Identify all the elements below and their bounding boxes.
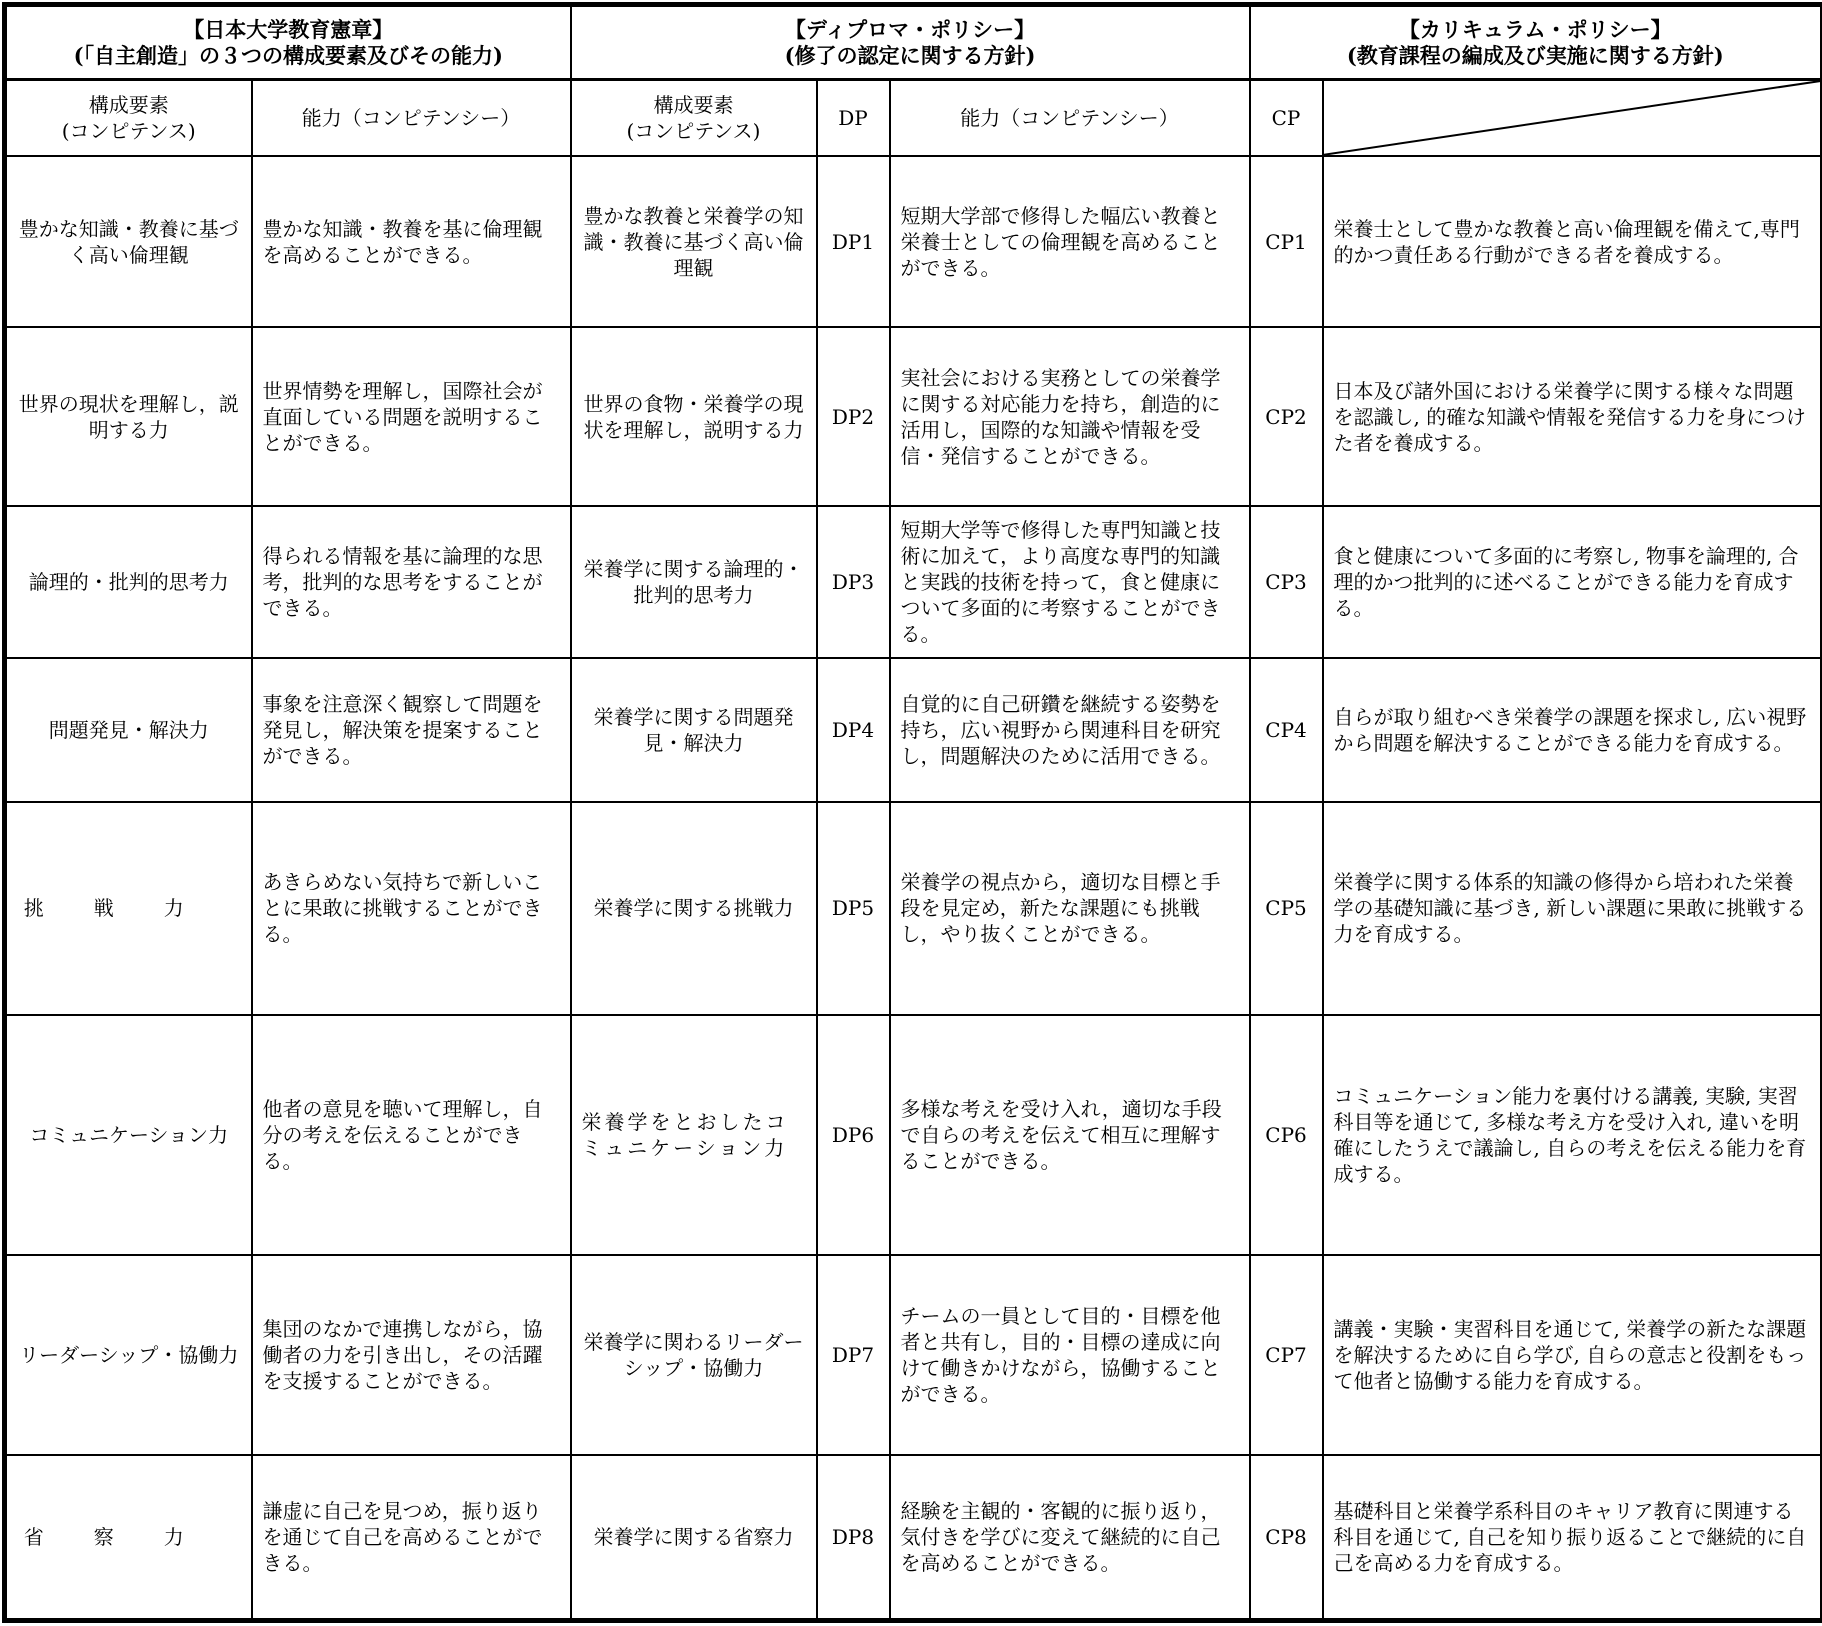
subheader-diagonal-cell	[1323, 80, 1822, 156]
charter-component: 論理的・批判的思考力	[5, 506, 252, 658]
policy-table	[2, 2, 1822, 1623]
dp-code: DP7	[817, 1255, 890, 1455]
cp-code: CP2	[1250, 327, 1323, 506]
charter-ability: 豊かな知識・教養を基に倫理観を高めることができる。	[252, 156, 571, 328]
charter-ability: 事象を注意深く観察して問題を発見し，解決策を提案することができる。	[252, 658, 571, 801]
charter-header-title: 【日本大学教育憲章】	[183, 16, 394, 42]
charter-component: 省察力	[5, 1455, 252, 1621]
subheader-dp-component-line2: (コンピテンス)	[626, 119, 761, 144]
dp-component: 栄養学をとおしたコミュニケーション力	[571, 1015, 817, 1256]
subheader-charter-component	[5, 80, 252, 156]
dp-code: DP5	[817, 802, 890, 1015]
charter-ability: 集団のなかで連携しながら，協働者の力を引き出し，その活躍を支援することができる。	[252, 1255, 571, 1455]
cp-text: 食と健康について多面的に考察し, 物事を論理的, 合理的かつ批判的に述べることができる能力を育成する。	[1323, 506, 1822, 658]
charter-component: 世界の現状を理解し，説明する力	[5, 327, 252, 506]
charter-header	[5, 5, 571, 80]
charter-ability: 他者の意見を聴いて理解し，自分の考えを伝えることができる。	[252, 1015, 571, 1256]
cp-code: CP3	[1250, 506, 1323, 658]
charter-component: 問題発見・解決力	[5, 658, 252, 801]
dp-code: DP2	[817, 327, 890, 506]
subheader-charter-component-line2: (コンピテンス)	[61, 119, 196, 144]
cp-text: 栄養士として豊かな教養と高い倫理観を備えて,専門的かつ責任ある行動ができる者を養成する。	[1323, 156, 1822, 328]
dp-ability: 栄養学の視点から，適切な目標と手段を見定め，新たな課題にも挑戦し，やり抜くことができる。	[890, 802, 1250, 1015]
cp-code: CP1	[1250, 156, 1323, 328]
table-row	[5, 802, 1822, 1015]
dp-ability: 多様な考えを受け入れ，適切な手段で自らの考えを伝えて相互に理解することができる。	[890, 1015, 1250, 1256]
cp-code: CP5	[1250, 802, 1323, 1015]
charter-component: リーダーシップ・協働力	[5, 1255, 252, 1455]
diploma-policy-header	[571, 5, 1250, 80]
table-row	[5, 1255, 1822, 1455]
dp-component: 栄養学に関する問題発見・解決力	[571, 658, 817, 801]
cp-text: 基礎科目と栄養学系科目のキャリア教育に関連する科目を通じて, 自己を知り振り返ることで継続的に自己を高める力を育成する。	[1323, 1455, 1822, 1621]
charter-ability: 得られる情報を基に論理的な思考，批判的な思考をすることができる。	[252, 506, 571, 658]
dp-component: 世界の食物・栄養学の現状を理解し，説明する力	[571, 327, 817, 506]
dp-component: 栄養学に関わるリーダーシップ・協働力	[571, 1255, 817, 1455]
charter-component: 挑戦力	[5, 802, 252, 1015]
header-row	[5, 5, 1822, 80]
subheader-dp-ability: 能力（コンピテンシー）	[890, 80, 1250, 156]
dp-ability: 短期大学部で修得した幅広い教養と栄養士としての倫理観を高めることができる。	[890, 156, 1250, 328]
cp-code: CP7	[1250, 1255, 1323, 1455]
dp-ability: 自覚的に自己研鑽を継続する姿勢を持ち，広い視野から関連科目を研究し，問題解決のために活用できる。	[890, 658, 1250, 801]
dp-code: DP8	[817, 1455, 890, 1621]
subheader-row	[5, 80, 1822, 156]
dp-component: 豊かな教養と栄養学の知識・教養に基づく高い倫理観	[571, 156, 817, 328]
dp-ability: 短期大学等で修得した専門知識と技術に加えて，より高度な専門的知識と実践的技術を持って，食と健康について多面的に考察することができる。	[890, 506, 1250, 658]
charter-ability: あきらめない気持ちで新しいことに果敢に挑戦することができる。	[252, 802, 571, 1015]
charter-component: コミュニケーション力	[5, 1015, 252, 1256]
table-row	[5, 506, 1822, 658]
cp-text: 日本及び諸外国における栄養学に関する様々な問題を認識し, 的確な知識や情報を発信する力を身につけた者を養成する。	[1323, 327, 1822, 506]
subheader-dp: DP	[817, 80, 890, 156]
dp-ability: 実社会における実務としての栄養学に関する対応能力を持ち，創造的に活用し，国際的な知識や情報を受信・発信することができる。	[890, 327, 1250, 506]
curriculum-policy-header-subtitle: (教育課程の編成及び実施に関する方針)	[1346, 42, 1724, 68]
dp-component: 栄養学に関する省察力	[571, 1455, 817, 1621]
table-row	[5, 658, 1822, 801]
dp-code: DP3	[817, 506, 890, 658]
table-row	[5, 1455, 1822, 1621]
dp-code: DP4	[817, 658, 890, 801]
cp-text: 講義・実験・実習科目を通じて, 栄養学の新たな課題を解決するために自ら学び, 自らの意志と役割をもって他者と協働する能力を育成する。	[1323, 1255, 1822, 1455]
subheader-dp-component-line1: 構成要素	[653, 93, 734, 118]
table-row	[5, 327, 1822, 506]
table-row	[5, 1015, 1822, 1256]
cp-text: 栄養学に関する体系的知識の修得から培われた栄養学の基礎知識に基づき, 新しい課題に果敢に挑戦する力を育成する。	[1323, 802, 1822, 1015]
cp-code: CP6	[1250, 1015, 1323, 1256]
charter-ability: 謙虚に自己を見つめ，振り返りを通じて自己を高めることができる。	[252, 1455, 571, 1621]
subheader-dp-component	[571, 80, 817, 156]
subheader-cp: CP	[1250, 80, 1323, 156]
diagonal-line	[1324, 81, 1821, 155]
diploma-policy-header-title: 【ディプロマ・ポリシー】	[784, 16, 1036, 42]
dp-code: DP6	[817, 1015, 890, 1256]
curriculum-policy-header	[1250, 5, 1822, 80]
subheader-charter-component-line1: 構成要素	[88, 93, 169, 118]
cp-text: 自らが取り組むべき栄養学の課題を探求し, 広い視野から問題を解決することができる能力を育成する。	[1323, 658, 1822, 801]
table-row	[5, 156, 1822, 328]
subheader-charter-ability: 能力（コンピテンシー）	[252, 80, 571, 156]
charter-ability: 世界情勢を理解し，国際社会が直面している問題を説明することができる。	[252, 327, 571, 506]
cp-code: CP8	[1250, 1455, 1323, 1621]
dp-component: 栄養学に関する挑戦力	[571, 802, 817, 1015]
dp-code: DP1	[817, 156, 890, 328]
dp-component: 栄養学に関する論理的・批判的思考力	[571, 506, 817, 658]
dp-ability: チームの一員として目的・目標を他者と共有し，目的・目標の達成に向けて働きかけながら，協働することができる。	[890, 1255, 1250, 1455]
diploma-policy-header-subtitle: (修了の認定に関する方針)	[784, 42, 1036, 68]
dp-ability: 経験を主観的・客観的に振り返り，気付きを学びに変えて継続的に自己を高めることができる。	[890, 1455, 1250, 1621]
curriculum-policy-header-title: 【カリキュラム・ポリシー】	[1398, 16, 1672, 42]
cp-code: CP4	[1250, 658, 1323, 801]
charter-component: 豊かな知識・教養に基づく高い倫理観	[5, 156, 252, 328]
charter-header-subtitle: (「自主創造」の３つの構成要素及びその能力)	[73, 42, 503, 68]
cp-text: コミュニケーション能力を裏付ける講義, 実験, 実習科目等を通じて, 多様な考え方を受け入れ, 違いを明確にしたうえで議論し, 自らの考えを伝える能力を育成する。	[1323, 1015, 1822, 1256]
